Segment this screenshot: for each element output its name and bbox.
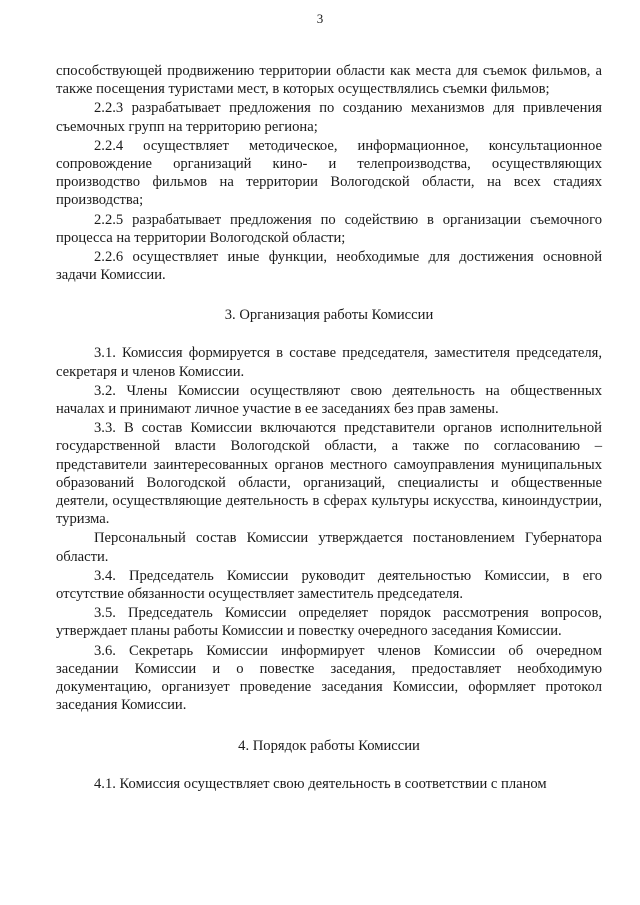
paragraph: 3.4. Председатель Комиссии руководит деятельностью Комиссии, в его отсутствие обязанности осуществляет заместитель председателя. bbox=[56, 567, 602, 603]
paragraph: 4.1. Комиссия осуществляет свою деятельность в соответствии с планом bbox=[94, 775, 547, 792]
paragraph: 2.2.3 разрабатывает предложения по созданию механизмов для привлечения съемочных групп на территорию региона; bbox=[56, 100, 602, 135]
paragraph: 3.3. В состав Комиссии включаются представители органов исполнительной государственной власти Вологодской области, а также по согласованию – представители заинтересованных органов местного самоуправления муниципальных образований Вологодской области, организаций, специалисты и общественные деятели, осуществляющие деятельность в сферах культуры искусства, киноиндустрии, туризма. bbox=[56, 420, 602, 528]
paragraph: 3.5. Председатель Комиссии определяет порядок рассмотрения вопросов, утверждает планы работы Комиссии и повестку очередного заседания Комиссии. bbox=[56, 605, 602, 640]
paragraph: 2.2.4 осуществляет методическое, информационное, консультационное сопровождение организаций кино- и телепроизводства, осуществляющих производство фильмов на территории Вологодской области, на всех стадиях производства; bbox=[56, 137, 602, 209]
section-heading: 3. Организация работы Комиссии bbox=[224, 307, 434, 324]
paragraph: 2.2.5 разрабатывает предложения по содействию в организации съемочного процесса на территории Вологодской области; bbox=[56, 211, 602, 246]
section-heading: 4. Порядок работы Комиссии bbox=[238, 737, 420, 754]
paragraph: 3.1. Комиссия формируется в составе председателя, заместителя председателя, секретаря и членов Комиссии. bbox=[56, 345, 602, 380]
paragraph: способствующей продвижению территории области как места для съемок фильмов, а также посещения туристами мест, в которых осуществлялись съемки фильмов; bbox=[56, 63, 602, 98]
paragraph: Персональный состав Комиссии утверждается постановлением Губернатора области. bbox=[56, 530, 602, 565]
page-number: 3 bbox=[316, 11, 324, 26]
paragraph: 3.6. Секретарь Комиссии информирует членов Комиссии об очередном заседании Комиссии и о повестке заседания, предоставляет необходимую документацию, организует проведение заседания Комиссии, оформляет протокол заседания Комиссии. bbox=[56, 642, 602, 714]
paragraph: 3.2. Члены Комиссии осуществляют свою деятельность на общественных началах и принимают личное участие в ее заседаниях без прав замены. bbox=[56, 382, 602, 418]
document-body bbox=[56, 62, 602, 794]
paragraph: 2.2.6 осуществляет иные функции, необходимые для достижения основной задачи Комиссии. bbox=[56, 249, 602, 284]
